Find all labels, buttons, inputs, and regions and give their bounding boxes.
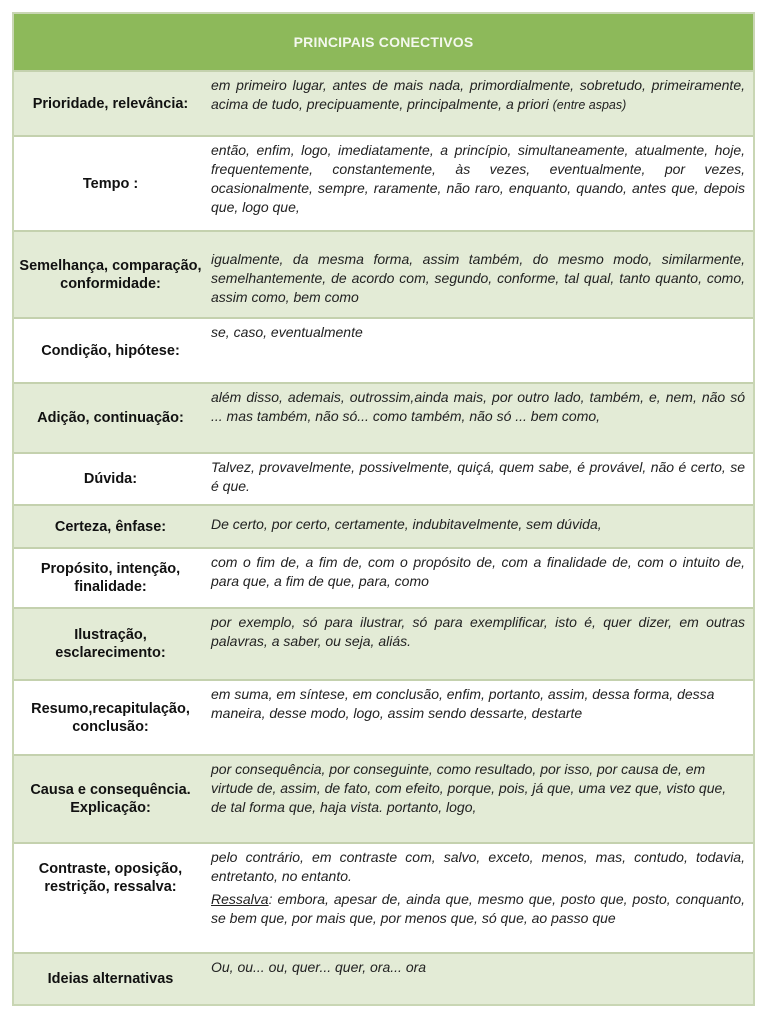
- table-row: [14, 607, 753, 679]
- row-text: por exemplo, só para ilustrar, só para exemplificar, isto é, quer dizer, em outras palavras, a saber, ou seja, aliás.: [211, 614, 745, 649]
- row-label: Ilustração, esclarecimento:: [55, 627, 166, 661]
- row-text: além disso, ademais, outrossim,ainda mais, por outro lado, também, e, nem, não só ... mas também, não só... como também, não só ... bem como,: [211, 389, 745, 424]
- table-row: [14, 452, 753, 504]
- row-label: Semelhança, comparação, conformidade:: [19, 257, 202, 292]
- row-label: Ideias alternativas: [47, 971, 174, 987]
- row-content: [207, 72, 753, 135]
- row-text: por consequência, por conseguinte, como resultado, por isso, por causa de, em virtude de, assim, de fato, com efeito, porque, pois, já que, uma vez que, visto que, de tal forma que, haja vista. portanto, logo,: [211, 761, 727, 815]
- table-row: [14, 382, 753, 452]
- table-row: [14, 70, 753, 135]
- row-label: Prioridade, relevância:: [32, 95, 189, 112]
- row-label: Causa e consequência. Explicação:: [30, 782, 191, 816]
- ressalva-label: Ressalva: [211, 891, 269, 907]
- row-label: Contraste, oposição, restrição, ressalva:: [38, 861, 183, 895]
- row-text: com o fim de, a fim de, com o propósito de, com a finalidade de, com o intuito de, para que, a fim de que, para, como: [211, 554, 745, 589]
- ressalva-text: : embora, apesar de, ainda que, mesmo que, posto que, posto, conquanto, se bem que, por mais que, por menos que, só que, ao passo que: [211, 891, 745, 926]
- connectives-table: [12, 12, 755, 1006]
- row-text: em primeiro lugar, antes de mais nada, primordialmente, sobretudo, primeiramente, acima de tudo, precipuamente, principalmente, a priori: [211, 77, 745, 112]
- table-row: [14, 754, 753, 842]
- row-label: Tempo :: [82, 175, 139, 192]
- row-text: pelo contrário, em contraste com, salvo, exceto, menos, mas, contudo, todavia, entretanto, no entanto.: [211, 849, 745, 884]
- row-text: em suma, em síntese, em conclusão, enfim, portanto, assim, dessa forma, dessa maneira, desse modo, logo, assim sendo dessarte, destarte: [211, 686, 715, 721]
- row-text: Ou, ou... ou, quer... quer, ora... ora: [211, 959, 427, 975]
- table-row: [14, 317, 753, 382]
- row-text: De certo, por certo, certamente, indubitavelmente, sem dúvida,: [211, 516, 602, 532]
- row-label: Condição, hipótese:: [41, 342, 180, 359]
- row-label: Resumo,recapitulação, conclusão:: [31, 700, 190, 735]
- table-row: [14, 135, 753, 230]
- table-row: [14, 679, 753, 754]
- row-note: (entre aspas): [552, 98, 627, 112]
- row-label: Certeza, ênfase:: [54, 518, 167, 535]
- table-title: PRINCIPAIS CONECTIVOS: [14, 14, 753, 70]
- row-text: igualmente, da mesma forma, assim também, do mesmo modo, similarmente, semelhantemente, de acordo com, segundo, conforme, tal qual, tanto quanto, como, assim como, bem como: [211, 251, 745, 305]
- row-label: Propósito, intenção, finalidade:: [40, 561, 181, 595]
- row-label: Dúvida:: [83, 471, 138, 487]
- row-content: [207, 844, 753, 952]
- row-text: se, caso, eventualmente: [211, 324, 363, 340]
- row-text: Talvez, provavelmente, possivelmente, quiçá, quem sabe, é provável, não é certo, se é que.: [211, 459, 745, 494]
- table-row: [14, 842, 753, 952]
- table-row: [14, 230, 753, 317]
- row-label: Adição, continuação:: [37, 410, 184, 426]
- row-text: então, enfim, logo, imediatamente, a princípio, simultaneamente, atualmente, hoje, frequentemente, constantemente, às vezes, eventualmente, por vezes, ocasionalmente, sempre, raramente, não raro, enquanto, quando, antes que, depois que, logo que,: [211, 142, 745, 215]
- table-row: [14, 952, 753, 1004]
- table-row: [14, 504, 753, 547]
- table-row: [14, 547, 753, 607]
